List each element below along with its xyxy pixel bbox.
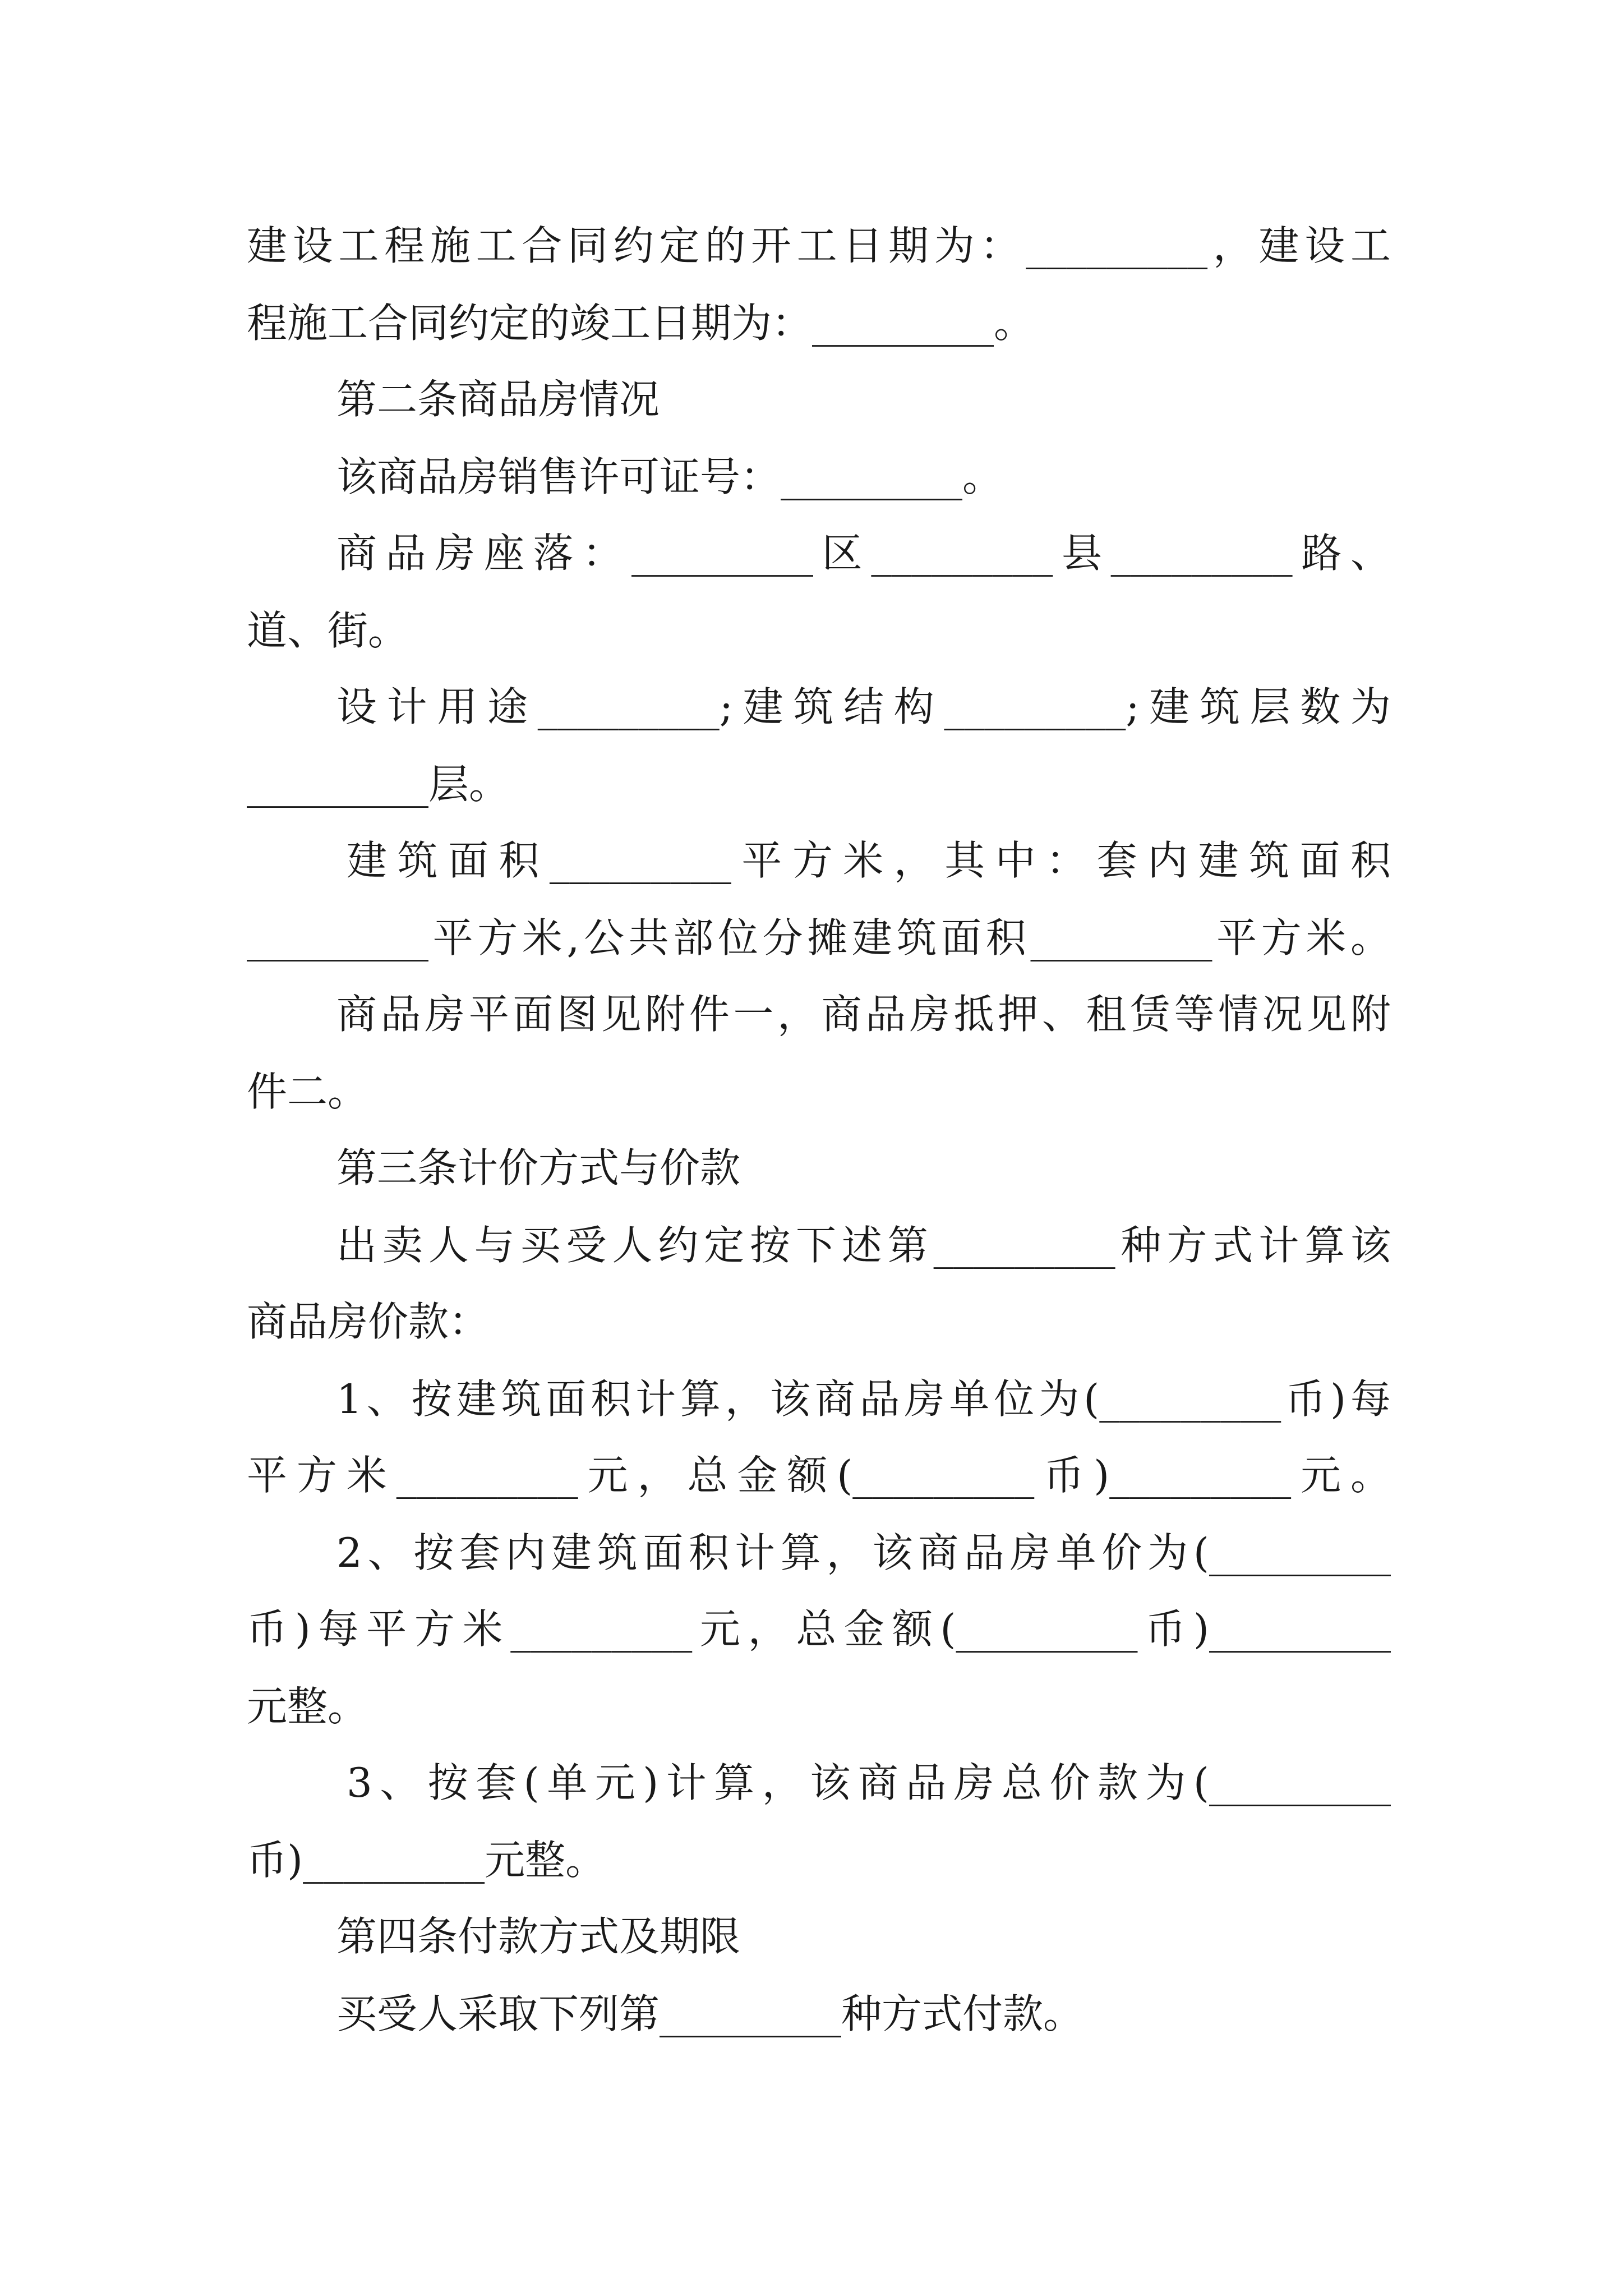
section-heading: 第二条商品房情况: [336, 376, 660, 423]
text-line: 买受人采取下列第_________种方式付款。: [336, 1990, 1084, 2037]
text-line: 商品房座落：_________区_________县_________路、: [336, 530, 1391, 577]
text-line: 商品房平面图见附件一，商品房抵押、租赁等情况见附: [336, 991, 1391, 1038]
text-line: 商品房价款：: [247, 1298, 490, 1345]
text-line: 道、街。: [247, 607, 409, 654]
text-line: 元整。: [247, 1683, 368, 1730]
text-line: _________层。: [247, 761, 510, 808]
text-line: 建筑面积_________平方米，其中：套内建筑面积: [347, 837, 1391, 884]
text-line: 该商品房销售许可证号：_________。: [336, 453, 1003, 500]
text-line: 2、按套内建筑面积计算，该商品房单价为(_________: [336, 1529, 1391, 1576]
text-line: 建设工程施工合同约定的开工日期为：_________，建设工: [247, 222, 1391, 269]
section-heading: 第四条付款方式及期限: [336, 1913, 741, 1960]
text-line: 币)每平方米_________元，总金额(_________币)_________: [247, 1605, 1391, 1653]
text-line: 程施工合同约定的竣工日期为：_________。: [247, 300, 1035, 347]
text-line: 设计用途_________;建筑结构_________;建筑层数为: [336, 683, 1391, 730]
section-heading: 第三条计价方式与价款: [336, 1144, 741, 1191]
text-line: 平方米_________元，总金额(_________币)_________元。: [247, 1452, 1391, 1499]
text-line: 出卖人与买受人约定按下述第_________种方式计算该: [336, 1222, 1391, 1269]
text-line: 3、按套(单元)计算，该商品房总价款为(_________: [347, 1759, 1391, 1806]
text-line: _________平方米,公共部位分摊建筑面积_________平方米。: [247, 914, 1391, 961]
text-line: 件二。: [247, 1068, 368, 1115]
text-line: 币)_________元整。: [247, 1837, 606, 1884]
text-line: 1、按建筑面积计算，该商品房单位为(_________币)每: [336, 1375, 1391, 1423]
